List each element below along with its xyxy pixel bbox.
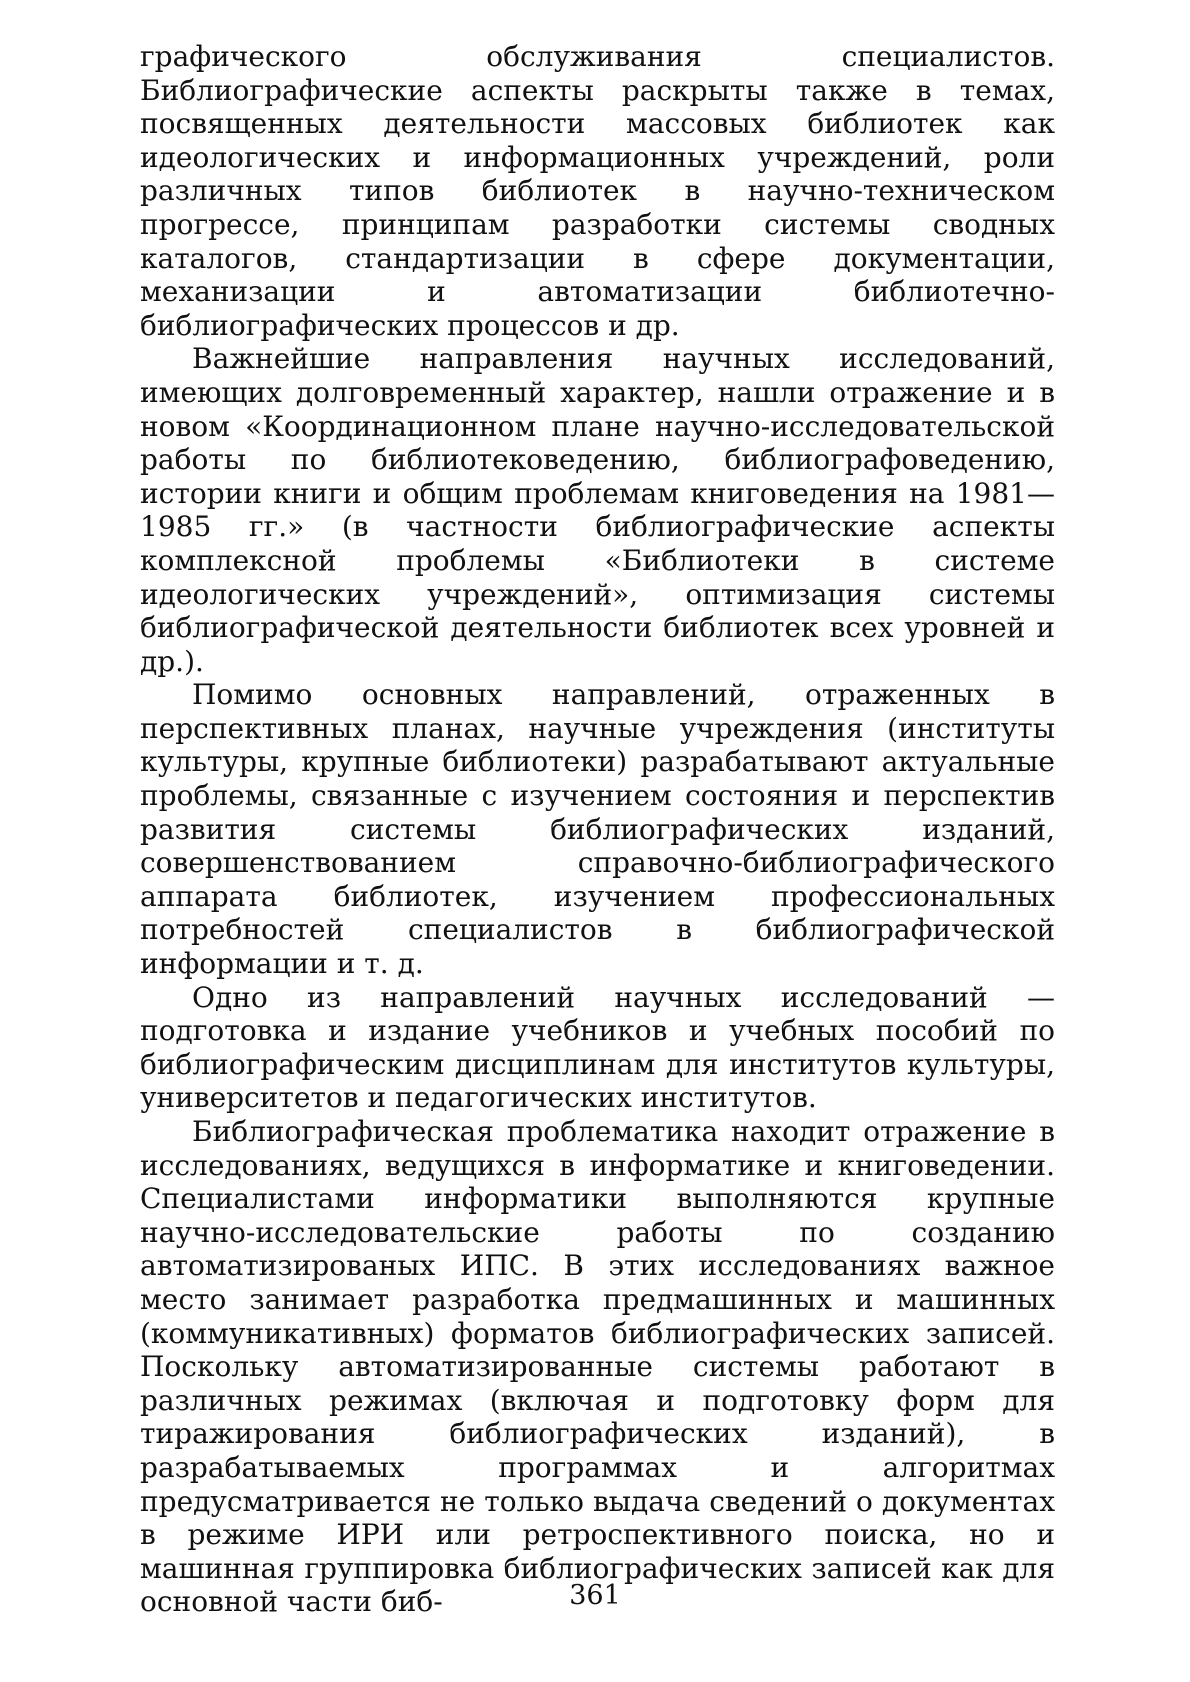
paragraph-1: графического обслуживания специалистов. Библиографические аспекты раскрыты также в темах, посвященных деятельности массовых библиотек как идеологических и информационных учреждений, роли различных типов библиотек в научно-техническом прогрессе, принципам разработки системы сводных каталогов, стандартизации в сфере документации, механизации и автоматизации библиотечно-библиографических процессов и др. xyxy=(140,40,1055,342)
paragraph-3: Помимо основных направлений, отраженных в перспективных планах, научные учреждения (институты культуры, крупные библиотеки) разрабатывают актуальные проблемы, связанные с изучением состояния и перспектив развития системы библиографических изданий, совершенствованием справочно-библиографического аппарата библиотек, изучением профессиональных потребностей специалистов в библиографической информации и т. д. xyxy=(140,678,1055,981)
paragraph-5: Библиографическая проблематика находит отражение в исследованиях, ведущихся в информатике и книговедении. Специалистами информатики выполняются крупные научно-исследовательские работы по созданию автоматизированых ИПС. В этих исследованиях важное место занимает разработка предмашинных и машинных (коммуникативных) форматов библиографических записей. Поскольку автоматизированные системы работают в различных режимах (включая и подготовку форм для тиражирования библиографических изданий), в разрабатываемых программах и алгоритмах предусматривается не только выдача сведений о документах в режиме ИРИ или ретроспективного поиска, но и машинная группировка библиографических записей как для основной части биб- xyxy=(140,1115,1055,1619)
paragraph-2: Важнейшие направления научных исследований, имеющих долговременный характер, нашли отражение и в новом «Координационном плане научно-исследовательской работы по библиотековедению, библиографоведению, истории книги и общим проблемам книговедения на 1981—1985 гг.» (в частности библиографические аспекты комплексной проблемы «Библиотеки в системе идеологических учреждений», оптимизация системы библиографической деятельности библиотек всех уровней и др.). xyxy=(140,342,1055,678)
paragraph-4: Одно из направлений научных исследований — подготовка и издание учебников и учебных пособий по библиографическим дисциплинам для институтов культуры, университетов и педагогических институтов. xyxy=(140,980,1055,1115)
page-text-block xyxy=(140,40,1055,1619)
page-number: 361 xyxy=(569,1580,621,1611)
